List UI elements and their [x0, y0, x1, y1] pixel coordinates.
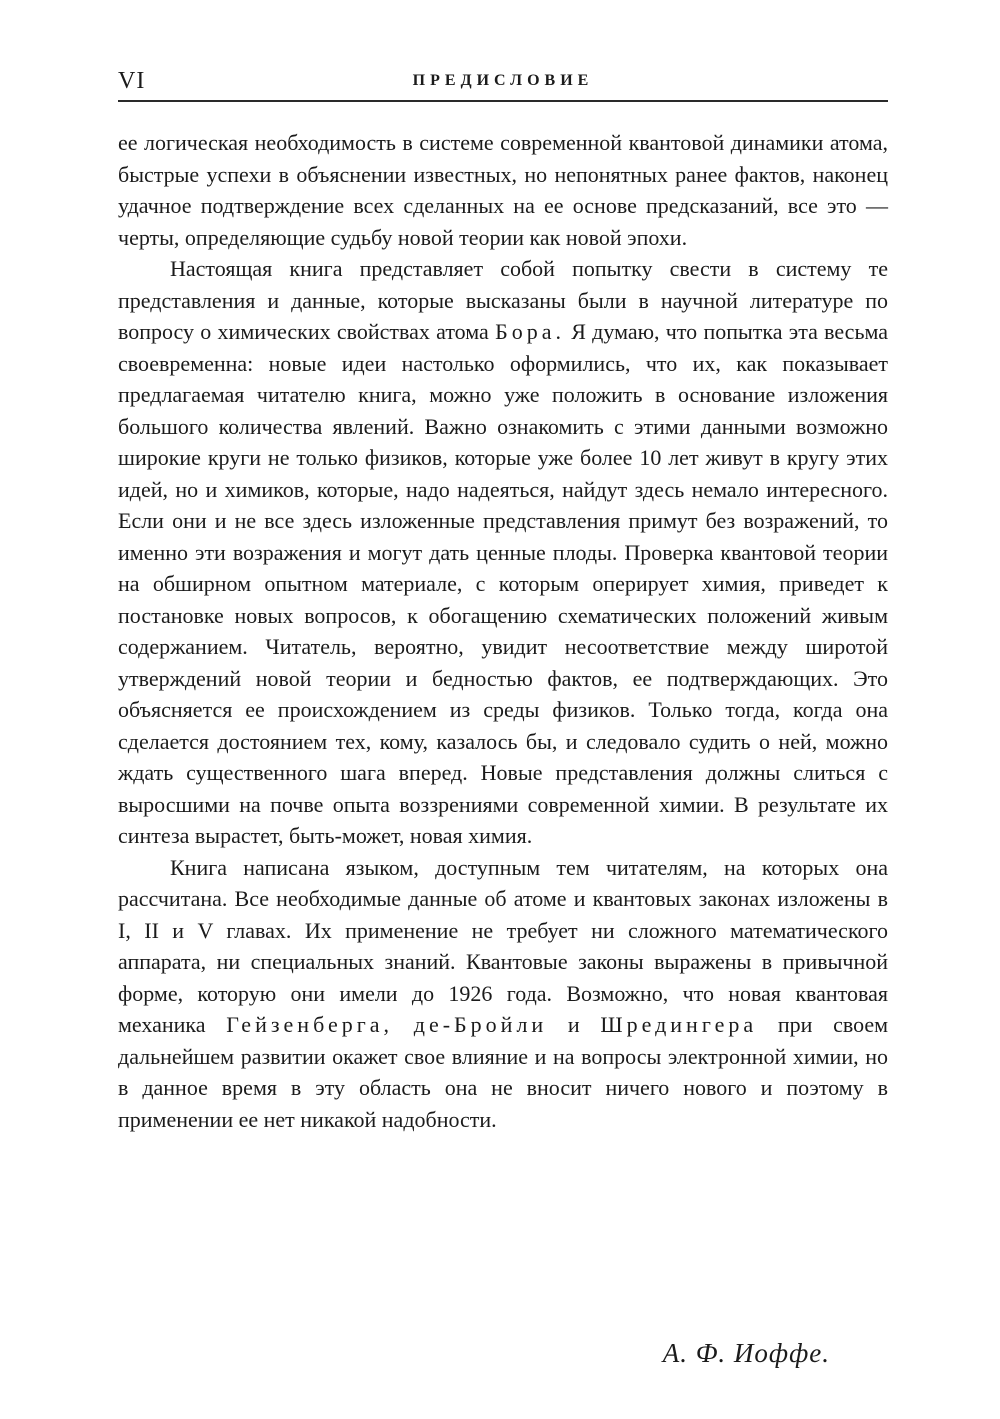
- page-number: VI: [118, 68, 146, 94]
- spaced-name-heisenberg: Гейзенберга,: [226, 1012, 394, 1037]
- body-text: [118, 127, 888, 1135]
- paragraph-1: ее логическая необходимость в системе современной квантовой динамики атома, быстрые успехи в объяснении известных, но непонятных ранее фактов, наконец удачное подтверждение всех сделанных на ее основе предсказаний, все это — черты, определяющие судьбу новой теории как новой эпохи.: [118, 130, 888, 250]
- paragraph-2-rest: Я думаю, что попытка эта весьма своевременна: новые идеи настолько оформились, что их, как показывает предлагаемая читателю книга, можно уже положить в основание изложения большого количества явлений. Важно ознакомить с этими данными возможно широкие круги не только физиков, которые уже более 10 лет живут в кругу этих идей, но и химиков, которые, надо надеяться, найдут здесь немало интересного. Если они и не все здесь изложенные представления примут без возражений, то именно эти возражения и могут дать ценные плоды. Проверка квантовой теории на обширном опытном материале, с которым оперирует химия, приведет к постановке новых вопросов, к обогащению схематических положений живым содержанием. Читатель, вероятно, увидит несоответствие между широтой утверждений новой теории и бедностью фактов, ее подтверждающих. Это объясняется ее происхождением из среды физиков. Только тогда, когда она сделается достоянием тех, кому, казалось бы, и следовало судить о ней, можно ждать существенного шага вперед. Новые представления должны слиться с выросшими на почве опыта воззрениями современной химии. В результате их синтеза вырастет, быть-может, новая химия.: [118, 319, 889, 848]
- spaced-name-schrodinger: Шредингера: [600, 1012, 758, 1037]
- conjunction: и: [567, 1012, 580, 1037]
- paragraph-3-start: Книга написана языком, доступным тем читателям, на которых она рассчитана. Все необходимые данные об атоме и квантовых законах изложены в I, II и V главах. Их применение не требует ни сложного математического аппарата, ни специальных знаний. Квантовые законы выражены в привычной форме, которую они имели до 1926 года. Возможно, что новая квантовая механика: [118, 854, 888, 1037]
- page-header: [118, 58, 888, 102]
- spaced-name-bohr: Бора.: [495, 319, 565, 344]
- running-title: ПРЕДИСЛОВИЕ: [412, 72, 594, 89]
- paragraph-2-start: Настоящая книга представляет собой попытку свести в систему те представления и данные, которые высказаны были в научной литературе по вопросу о химических свойствах атома: [118, 256, 888, 344]
- paragraph-3-rest: при своем дальнейшем развитии окажет свое влияние и на вопросы электронной химии, но в данное время в эту область она не вносит ничего нового и поэтому в применении ее нет никакой надобности.: [118, 1012, 889, 1132]
- author-signature: А. Ф. Иоффе.: [662, 1338, 830, 1368]
- header-rule: [118, 100, 888, 102]
- paragraph-2: [118, 253, 888, 852]
- spaced-name-de-broglie: де-Бройли: [413, 1012, 548, 1037]
- paragraph-3: [118, 852, 888, 1136]
